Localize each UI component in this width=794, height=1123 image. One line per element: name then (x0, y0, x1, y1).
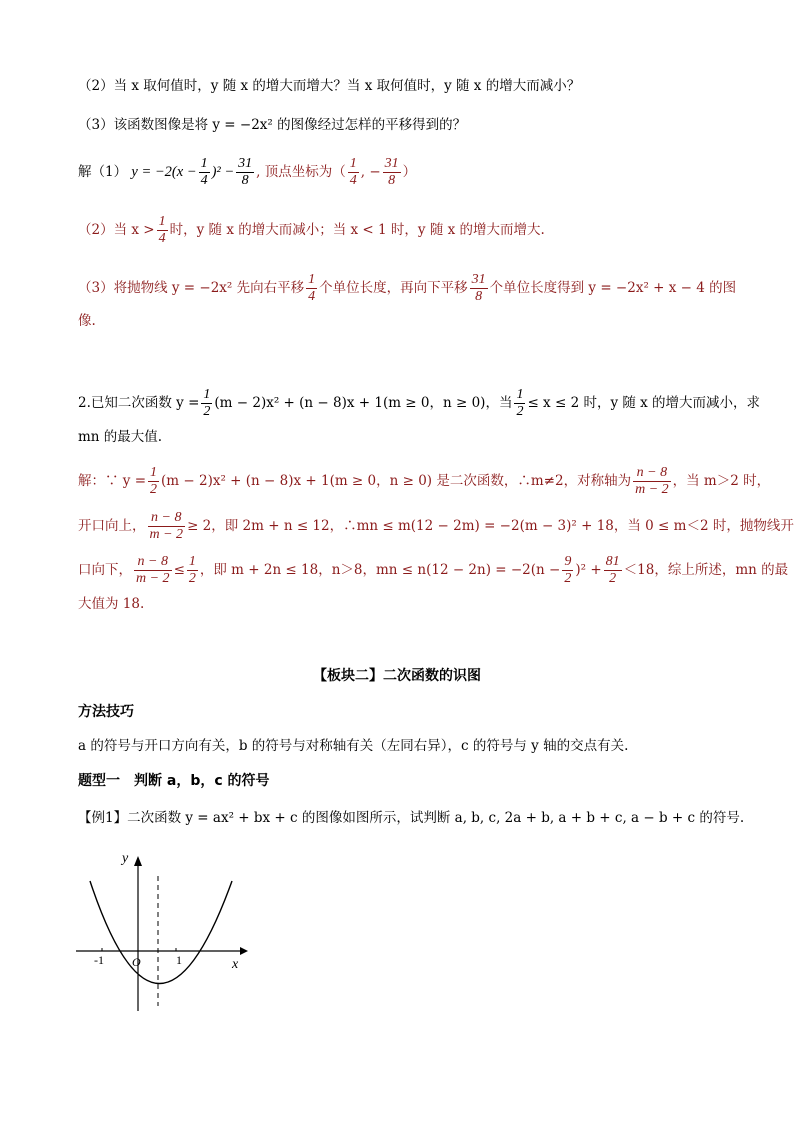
solution-2-part2: 时，y 随 x 的增大而减小；当 x < 1 时，y 随 x 的增大而增大. (169, 222, 545, 238)
problem-2-part3: ≤ x ≤ 2 时，y 随 x 的增大而减小，求 (527, 395, 761, 411)
problem-2-solution-line2 (78, 506, 794, 546)
y-axis-label: y (122, 851, 129, 866)
method-title: 方法技巧 (78, 704, 134, 720)
x-axis-arrow (240, 947, 248, 955)
vertex-text: , 顶点坐标为（ (256, 164, 346, 180)
problem-2-solution-line4: 大值为 18. (78, 596, 145, 612)
solution-1 (78, 152, 728, 192)
fraction: $\frac{81}{2}$ (605, 554, 620, 586)
tick-1-label: 1 (176, 953, 182, 967)
comma: , − (360, 164, 381, 180)
p2sol-l1-b: (m − 2)x² + (n − 8)x + 1(m ≥ 0，n ≥ 0) 是二次函数，∴m≠2，对称轴为 (161, 473, 632, 489)
type1-title: 题型一 判断 a，b，c 的符号 (78, 773, 270, 789)
p2sol-l3-c: ，即 m + 2n ≤ 18，n＞8，mn ≤ n(12 − 2n) = −2(n − (199, 562, 561, 578)
fraction: $\frac{31}{8}$ (238, 156, 253, 188)
solution-1-formula: y = −2(x − (131, 164, 197, 180)
fraction: $\frac{n - 8}{m - 2}$ (635, 465, 669, 497)
parabola-graph (72, 846, 252, 1016)
solution-1-prefix: 解（1） (78, 164, 128, 180)
p2sol-l1-a: 解：∵ y = (78, 473, 147, 489)
solution-3-part3: 个单位长度得到 y = −2x² + x − 4 的图 (489, 280, 737, 296)
problem-2-part2: (m − 2)x² + (n − 8)x + 1(m ≥ 0，n ≥ 0)，当 (214, 395, 513, 411)
y-axis-arrow (134, 856, 142, 866)
fraction: $\frac{31}{8}$ (384, 156, 399, 188)
fraction: $\frac{1}{2}$ (203, 387, 211, 419)
problem-2-solution-line1 (78, 461, 771, 501)
origin-label: O (132, 955, 141, 969)
question-3: （3）该函数图像是将 y = −2x² 的图像经过怎样的平移得到的？ (78, 117, 467, 133)
fraction: $\frac{9}{2}$ (564, 554, 572, 586)
p2sol-l3-a: 口向下， (78, 562, 132, 578)
problem-2-part1: 2.已知二次函数 y = (78, 395, 200, 411)
fraction: $\frac{1}{2}$ (188, 554, 196, 586)
p2sol-l2-b: ≥ 2，即 2m + n ≤ 12，∴mn ≤ m(12 − 2m) = −2(m − 3)² + 18，当 0 ≤ m＜2 时，抛物线开 (187, 518, 794, 534)
close-paren: ） (402, 164, 417, 180)
tick-neg1-label: -1 (94, 953, 104, 967)
section-heading: 【板块二】二次函数的识图 (313, 668, 481, 684)
fraction: $\frac{1}{4}$ (200, 156, 208, 188)
p2sol-l3-b: ≤ (173, 562, 185, 578)
fraction: $\frac{1}{2}$ (150, 465, 158, 497)
solution-3-part1: （3）将抛物线 y = −2x² 先向右平移 (78, 280, 305, 296)
solution-3-part2: 个单位长度，再向下平移 (319, 280, 468, 296)
example-1: 【例1】二次函数 y = ax² + bx + c 的图像如图所示，试判断 a, b, c, 2a + b, a + b + c, a − b + c 的符号. (78, 810, 745, 826)
p2sol-l3-e: ＜18，综上所述，mn 的最 (623, 562, 789, 578)
x-axis-label: x (232, 957, 239, 972)
fraction: $\frac{1}{4}$ (308, 272, 316, 304)
fraction: $\frac{1}{4}$ (349, 156, 357, 188)
problem-2-cont: mn 的最大值. (78, 429, 163, 445)
fraction: $\frac{1}{2}$ (516, 387, 524, 419)
fraction: $\frac{n - 8}{m - 2}$ (149, 510, 184, 542)
question-2: （2）当 x 取何值时，y 随 x 的增大而增大？当 x 取何值时，y 随 x 的增大而减小？ (78, 78, 581, 94)
p2sol-l2-a: 开口向上， (78, 518, 146, 534)
p2sol-l3-d: )² + (575, 562, 602, 578)
fraction: $\frac{n - 8}{m - 2}$ (136, 554, 170, 586)
fraction: $\frac{31}{8}$ (471, 272, 486, 304)
fraction: $\frac{1}{4}$ (158, 214, 166, 246)
solution-3 (78, 268, 737, 308)
problem-2-solution-line3 (78, 550, 789, 590)
solution-1-formula-mid: )² − (211, 164, 235, 180)
parabola-curve (90, 881, 232, 984)
solution-2-part1: （2）当 x > (78, 222, 155, 238)
p2sol-l1-c: ，当 m＞2 时， (672, 473, 771, 489)
solution-3-cont: 像. (78, 313, 96, 329)
method-text: a 的符号与开口方向有关，b 的符号与对称轴有关（左同右异），c 的符号与 y 轴的交点有关. (78, 738, 629, 754)
solution-2 (78, 210, 728, 250)
problem-2 (78, 383, 761, 423)
